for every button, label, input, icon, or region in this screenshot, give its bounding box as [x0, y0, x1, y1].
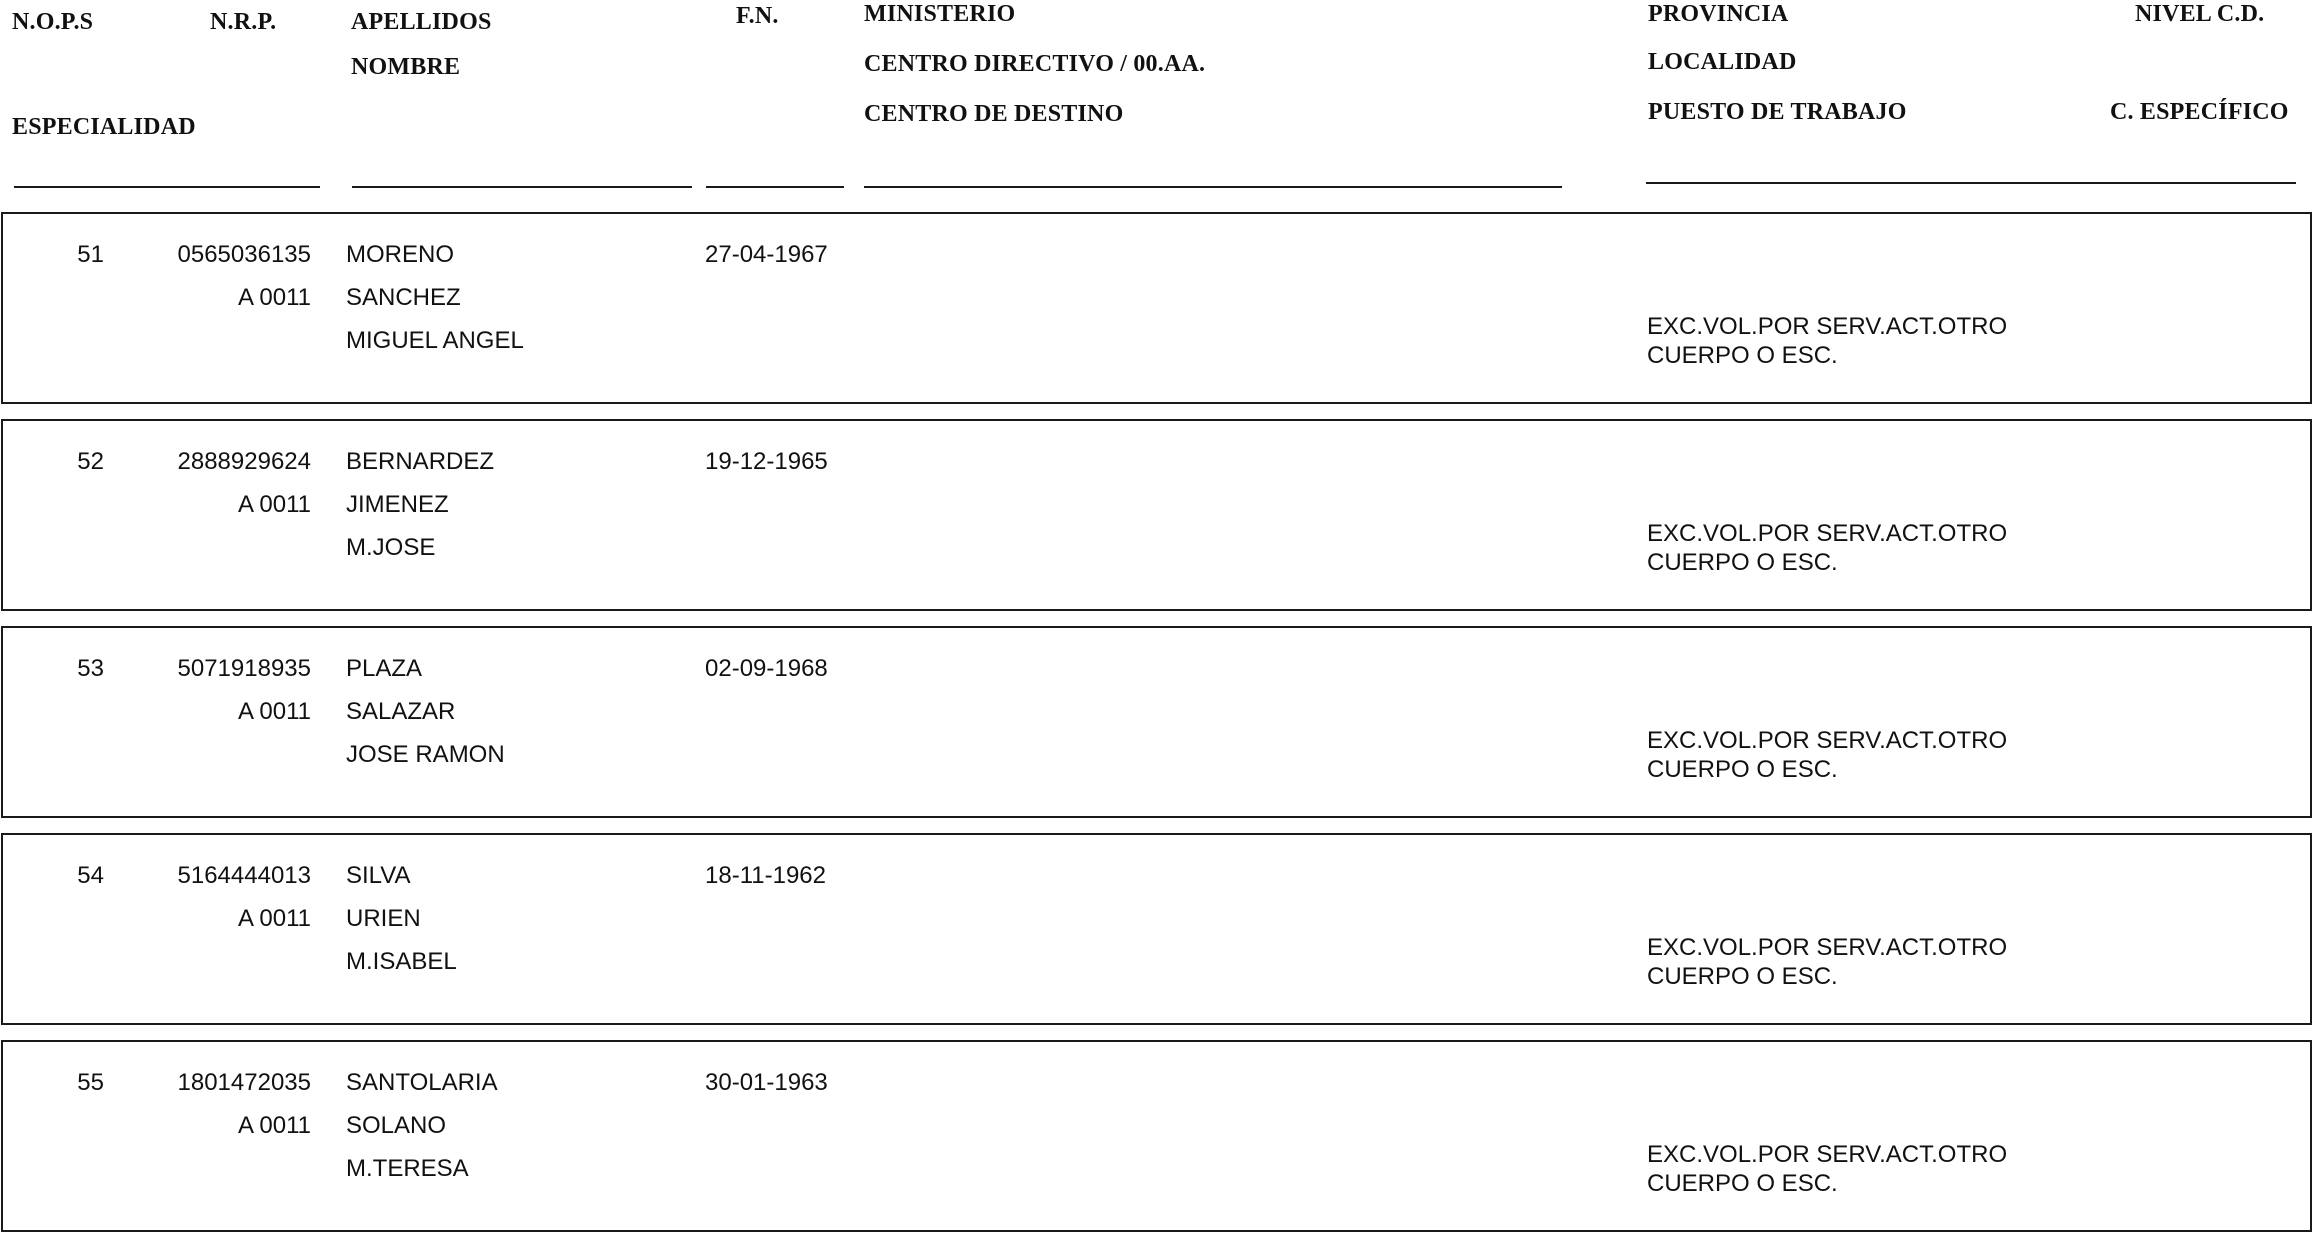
record-especialidad: A 0011 [238, 1112, 311, 1139]
record-nops: 53 [77, 655, 104, 682]
header-nrp: N.R.P. [210, 9, 277, 35]
record-puesto-line2: CUERPO O ESC. [1647, 756, 1838, 783]
record-puesto-line2: CUERPO O ESC. [1647, 549, 1838, 576]
record-fn: 02-09-1968 [705, 655, 828, 682]
record-puesto-line1: EXC.VOL.POR SERV.ACT.OTRO [1647, 727, 2008, 754]
record-nombre: M.JOSE [346, 534, 436, 561]
record-nops: 52 [77, 448, 104, 475]
record-apellido2: SOLANO [346, 1112, 447, 1139]
record-row [1, 833, 2312, 1025]
record-nrp: 1801472035 [177, 1069, 311, 1096]
record-puesto-line1: EXC.VOL.POR SERV.ACT.OTRO [1647, 520, 2008, 547]
record-row [1, 419, 2312, 611]
header-especifico: C. ESPECÍFICO [2110, 99, 2289, 125]
record-apellido2: SANCHEZ [346, 284, 461, 311]
record-nops: 51 [77, 241, 104, 268]
header-nops: N.O.P.S [12, 9, 94, 35]
header-underline-nops [14, 186, 320, 188]
header-underline-ministerio [864, 186, 1562, 188]
header-fn: F.N. [736, 3, 779, 29]
record-fn: 30-01-1963 [705, 1069, 828, 1096]
record-nombre: JOSE RAMON [346, 741, 505, 768]
header-localidad: LOCALIDAD [1648, 49, 1797, 75]
record-nrp: 5071918935 [177, 655, 311, 682]
record-nops: 55 [77, 1069, 104, 1096]
record-apellido2: URIEN [346, 905, 421, 932]
record-puesto-line2: CUERPO O ESC. [1647, 1170, 1838, 1197]
record-puesto-line1: EXC.VOL.POR SERV.ACT.OTRO [1647, 313, 2008, 340]
record-puesto [1647, 519, 2007, 577]
header-ministerio: MINISTERIO [864, 1, 1016, 27]
record-row [1, 212, 2312, 404]
record-especialidad: A 0011 [238, 284, 311, 311]
record-nrp: 5164444013 [177, 862, 311, 889]
record-apellido2: JIMENEZ [346, 491, 449, 518]
header-nombre: NOMBRE [351, 54, 461, 80]
record-nombre: M.TERESA [346, 1155, 469, 1182]
record-especialidad: A 0011 [238, 698, 311, 725]
record-especialidad: A 0011 [238, 491, 311, 518]
record-nombre: MIGUEL ANGEL [346, 327, 524, 354]
record-row [1, 626, 2312, 818]
record-apellido1: BERNARDEZ [346, 448, 495, 475]
header-especialidad: ESPECIALIDAD [12, 114, 196, 140]
record-fn: 27-04-1967 [705, 241, 828, 268]
record-especialidad: A 0011 [238, 905, 311, 932]
record-apellido1: PLAZA [346, 655, 423, 682]
record-apellido2: SALAZAR [346, 698, 456, 725]
header-puesto: PUESTO DE TRABAJO [1648, 99, 1907, 125]
header-centro-directivo: CENTRO DIRECTIVO / 00.AA. [864, 51, 1206, 77]
header-underline-apellidos [352, 186, 692, 188]
record-puesto-line1: EXC.VOL.POR SERV.ACT.OTRO [1647, 934, 2008, 961]
record-apellido1: SILVA [346, 862, 411, 889]
record-nops: 54 [77, 862, 104, 889]
record-puesto [1647, 312, 2007, 370]
record-nrp: 0565036135 [177, 241, 311, 268]
header-provincia: PROVINCIA [1648, 1, 1789, 27]
record-nrp: 2888929624 [177, 448, 311, 475]
record-puesto [1647, 933, 2007, 991]
record-fn: 18-11-1962 [705, 862, 826, 889]
header-underline-provincia [1646, 182, 2296, 184]
record-puesto [1647, 726, 2007, 784]
record-puesto [1647, 1140, 2007, 1198]
header-underline-fn [706, 186, 844, 188]
record-puesto-line2: CUERPO O ESC. [1647, 963, 1838, 990]
record-fn: 19-12-1965 [705, 448, 828, 475]
record-apellido1: SANTOLARIA [346, 1069, 498, 1096]
record-row [1, 1040, 2312, 1232]
header-centro-destino: CENTRO DE DESTINO [864, 101, 1124, 127]
record-puesto-line1: EXC.VOL.POR SERV.ACT.OTRO [1647, 1141, 2008, 1168]
record-nombre: M.ISABEL [346, 948, 457, 975]
header-nivel: NIVEL C.D. [2135, 1, 2265, 27]
record-apellido1: MORENO [346, 241, 454, 268]
record-puesto-line2: CUERPO O ESC. [1647, 342, 1838, 369]
header-apellidos: APELLIDOS [351, 9, 492, 35]
